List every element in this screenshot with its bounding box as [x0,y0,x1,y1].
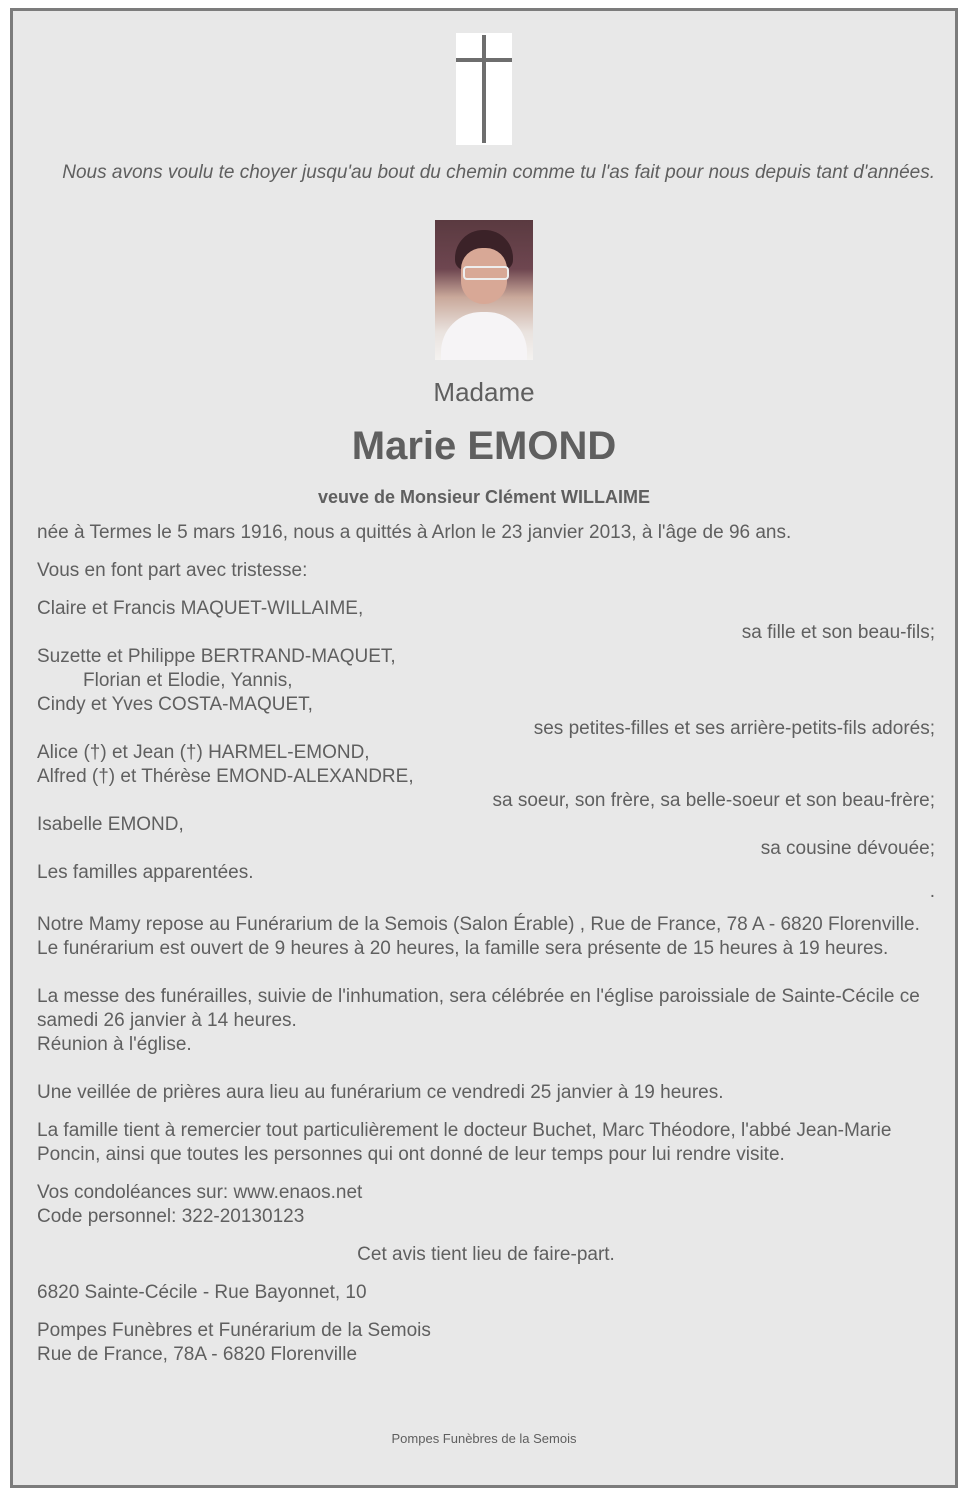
funerarium-line: Notre Mamy repose au Funérarium de la Semois (Salon Érable) , Rue de France, 78 A - 6820 Florenville. [37,914,920,935]
family-line: Alice (†) et Jean (†) HARMEL-EMOND, [37,742,370,763]
epitaph-quote: Nous avons voulu te choyer jusqu'au bout du chemin comme tu l'as fait pour nous depuis tant d'années. [62,162,935,183]
widow-of: veuve de Monsieur Clément WILLAIME [317,487,651,507]
family-line: Cindy et Yves COSTA-MAQUET, [37,694,313,715]
mass-line: La messe des funérailles, suivie de l'inhumation, sera célébrée en l'église paroissiale de Sainte-Cécile ce samedi 26 janvier à 14 heures. [37,986,920,1031]
portrait-photo [435,220,533,360]
separator-dot: . [929,881,935,902]
footer-link[interactable]: Pompes Funèbres de la Semois [391,1431,577,1446]
obituary-card [10,8,958,1488]
family-relation: sa fille et son beau-fils; [741,622,935,643]
birth-death-line: née à Termes le 5 mars 1916, nous a quittés à Arlon le 23 janvier 2013, à l'âge de 96 ans. [37,522,792,543]
notice-line: Cet avis tient lieu de faire-part. [357,1244,615,1265]
family-line: Les familles apparentées. [37,862,254,883]
funeral-home-name: Pompes Funèbres et Funérarium de la Semois [37,1320,431,1341]
thanks-paragraph: La famille tient à remercier tout particulièrement le docteur Buchet, Marc Théodore, l'abbé Jean-Marie Poncin, ainsi que toutes les personnes qui ont donné de leur temps pour lui rendre visite. [37,1120,892,1165]
cross-icon [456,33,512,145]
family-list [37,597,935,902]
family-relation: ses petites-filles et ses arrière-petits-fils adorés; [533,718,935,739]
family-address: 6820 Sainte-Cécile - Rue Bayonnet, 10 [37,1282,367,1303]
vigil-line: Une veillée de prières aura lieu au funérarium ce vendredi 25 janvier à 19 heures. [37,1082,724,1103]
condolences [37,1181,935,1229]
announcement-line: Vous en font part avec tristesse: [37,560,308,581]
family-line: Isabelle EMOND, [37,814,184,835]
funerarium-hours: Le funérarium est ouvert de 9 heures à 20 heures, la famille sera présente de 15 heures à 19 heures. [37,938,889,959]
family-line: Florian et Elodie, Yannis, [83,670,293,691]
honorific: Madame [433,377,535,407]
mass-meeting: Réunion à l'église. [37,1034,192,1055]
condolences-code: Code personnel: 322-20130123 [37,1206,305,1227]
family-relation: sa cousine dévouée; [760,838,935,859]
family-relation: sa soeur, son frère, sa belle-soeur et son beau-frère; [492,790,935,811]
family-line: Claire et Francis MAQUET-WILLAIME, [37,598,364,619]
family-line: Alfred (†) et Thérèse EMOND-ALEXANDRE, [37,766,414,787]
deceased-name: Marie EMOND [351,424,617,468]
funeral-home [37,1319,935,1367]
obituary-body [37,521,935,1381]
family-line: Suzette et Philippe BERTRAND-MAQUET, [37,646,396,667]
funerarium-info [37,913,935,961]
funeral-home-address: Rue de France, 78A - 6820 Florenville [37,1344,358,1365]
mass-info [37,985,935,1057]
condolences-site: Vos condoléances sur: www.enaos.net [37,1182,363,1203]
